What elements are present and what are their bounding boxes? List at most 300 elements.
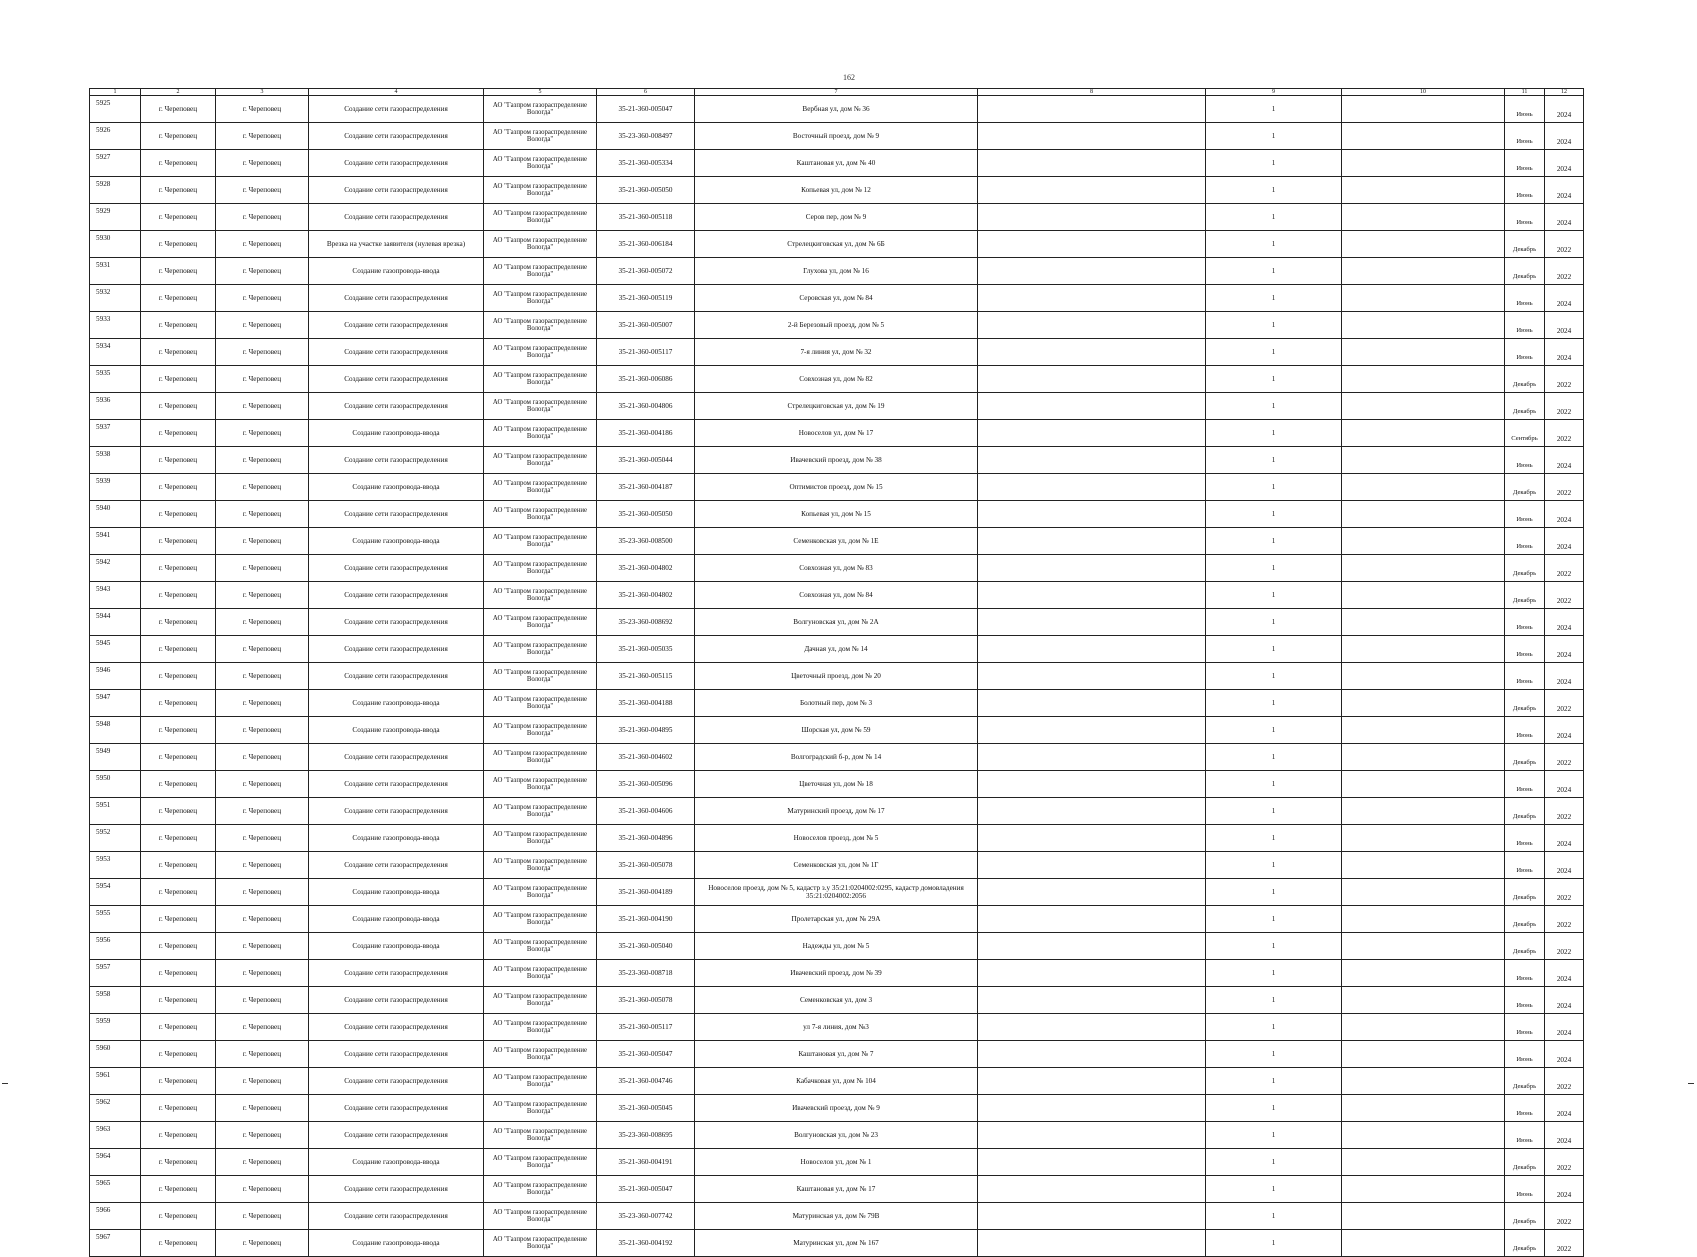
table-row: [90, 906, 1584, 933]
cell-address: Восточный проезд, дом № 9: [695, 123, 978, 150]
cell-organization: АО "Газпром газораспределение Вологда": [484, 555, 597, 582]
cell-year: 2022: [1545, 1149, 1584, 1176]
cell-note: [978, 528, 1206, 555]
cell-row-number: 5936: [90, 393, 141, 420]
cell-extra: [1342, 285, 1505, 312]
cell-organization: АО "Газпром газораспределение Вологда": [484, 609, 597, 636]
cell-address: Цветочный проезд, дом № 20: [695, 663, 978, 690]
cell-address: Матуринская ул, дом № 167: [695, 1230, 978, 1257]
table-row: [90, 393, 1584, 420]
cell-address: Шорская ул, дом № 59: [695, 717, 978, 744]
cell-municipality: г. Череповец: [141, 258, 216, 285]
cell-extra: [1342, 204, 1505, 231]
table-row: [90, 690, 1584, 717]
cell-address: Каштановая ул, дом № 17: [695, 1176, 978, 1203]
cell-row-number: 5929: [90, 204, 141, 231]
cell-address: Оптимистов проезд, дом № 15: [695, 474, 978, 501]
cell-row-number: 5950: [90, 771, 141, 798]
cell-address: Новоселов проезд, дом № 5: [695, 825, 978, 852]
table-row: [90, 204, 1584, 231]
cell-work-type: Создание сети газораспределения: [309, 960, 484, 987]
cell-address: Ивачевский проезд, дом № 38: [695, 447, 978, 474]
cell-quantity: 1: [1206, 150, 1342, 177]
cell-extra: [1342, 690, 1505, 717]
cell-settlement: г. Череповец: [216, 366, 309, 393]
cell-extra: [1342, 879, 1505, 906]
cell-quantity: 1: [1206, 1176, 1342, 1203]
cell-address: Стрелецкиговская ул, дом № 6Б: [695, 231, 978, 258]
cell-month: Декабрь: [1505, 690, 1545, 717]
cell-year: 2024: [1545, 1041, 1584, 1068]
cell-municipality: г. Череповец: [141, 231, 216, 258]
cell-address: Семенковская ул, дом № 1Е: [695, 528, 978, 555]
cell-settlement: г. Череповец: [216, 960, 309, 987]
cell-note: [978, 501, 1206, 528]
cell-municipality: г. Череповец: [141, 663, 216, 690]
cell-month: Декабрь: [1505, 474, 1545, 501]
cell-organization: АО "Газпром газораспределение Вологда": [484, 744, 597, 771]
column-number-4: 4: [309, 89, 484, 96]
cell-month: Декабрь: [1505, 744, 1545, 771]
cell-year: 2022: [1545, 933, 1584, 960]
cell-work-type: Создание сети газораспределения: [309, 636, 484, 663]
cell-month: Июнь: [1505, 447, 1545, 474]
cell-work-type: Создание сети газораспределения: [309, 1041, 484, 1068]
table-row: [90, 879, 1584, 906]
cell-work-type: Создание сети газораспределения: [309, 123, 484, 150]
cell-municipality: г. Череповец: [141, 393, 216, 420]
cell-month: Июнь: [1505, 1176, 1545, 1203]
cell-month: Июнь: [1505, 339, 1545, 366]
table-row: [90, 312, 1584, 339]
cell-quantity: 1: [1206, 312, 1342, 339]
cell-object-code: 35-21-360-004802: [597, 555, 695, 582]
cell-settlement: г. Череповец: [216, 744, 309, 771]
cell-year: 2024: [1545, 528, 1584, 555]
cell-work-type: Создание сети газораспределения: [309, 609, 484, 636]
cell-municipality: г. Череповец: [141, 987, 216, 1014]
cell-object-code: 35-21-360-005078: [597, 987, 695, 1014]
cell-quantity: 1: [1206, 501, 1342, 528]
cell-settlement: г. Череповец: [216, 474, 309, 501]
cell-settlement: г. Череповец: [216, 123, 309, 150]
cell-address: Цветочная ул, дом № 18: [695, 771, 978, 798]
cell-note: [978, 231, 1206, 258]
cell-municipality: г. Череповец: [141, 771, 216, 798]
cell-note: [978, 150, 1206, 177]
cell-row-number: 5967: [90, 1230, 141, 1257]
cell-object-code: 35-21-360-005096: [597, 771, 695, 798]
cell-quantity: 1: [1206, 447, 1342, 474]
column-number-5: 5: [484, 89, 597, 96]
cell-work-type: Создание газопровода-ввода: [309, 420, 484, 447]
cell-organization: АО "Газпром газораспределение Вологда": [484, 933, 597, 960]
cell-row-number: 5960: [90, 1041, 141, 1068]
cell-note: [978, 393, 1206, 420]
cell-work-type: Создание сети газораспределения: [309, 96, 484, 123]
cell-settlement: г. Череповец: [216, 933, 309, 960]
cell-settlement: г. Череповец: [216, 1203, 309, 1230]
cell-object-code: 35-23-360-008692: [597, 609, 695, 636]
cell-address: Серовская ул, дом № 84: [695, 285, 978, 312]
cell-year: 2022: [1545, 906, 1584, 933]
cell-year: 2024: [1545, 123, 1584, 150]
column-number-1: 1: [90, 89, 141, 96]
cell-note: [978, 258, 1206, 285]
cell-quantity: 1: [1206, 339, 1342, 366]
cell-note: [978, 825, 1206, 852]
cell-note: [978, 798, 1206, 825]
cell-organization: АО "Газпром газораспределение Вологда": [484, 798, 597, 825]
table-row: [90, 447, 1584, 474]
cell-note: [978, 771, 1206, 798]
cell-municipality: г. Череповец: [141, 528, 216, 555]
cell-municipality: г. Череповец: [141, 1176, 216, 1203]
cell-organization: АО "Газпром газораспределение Вологда": [484, 1149, 597, 1176]
cell-extra: [1342, 258, 1505, 285]
cell-month: Декабрь: [1505, 555, 1545, 582]
cell-work-type: Создание сети газораспределения: [309, 744, 484, 771]
table-row: [90, 744, 1584, 771]
cell-year: 2024: [1545, 987, 1584, 1014]
cell-extra: [1342, 447, 1505, 474]
cell-settlement: г. Череповец: [216, 798, 309, 825]
cell-extra: [1342, 771, 1505, 798]
cell-organization: АО "Газпром газораспределение Вологда": [484, 636, 597, 663]
cell-organization: АО "Газпром газораспределение Вологда": [484, 582, 597, 609]
cell-quantity: 1: [1206, 1122, 1342, 1149]
cell-municipality: г. Череповец: [141, 798, 216, 825]
cell-quantity: 1: [1206, 744, 1342, 771]
table-row: [90, 1095, 1584, 1122]
cell-address: Стрелецкиговская ул, дом № 19: [695, 393, 978, 420]
cell-object-code: 35-21-360-006184: [597, 231, 695, 258]
cell-organization: АО "Газпром газораспределение Вологда": [484, 501, 597, 528]
cell-settlement: г. Череповец: [216, 285, 309, 312]
cell-quantity: 1: [1206, 258, 1342, 285]
cell-note: [978, 663, 1206, 690]
cell-object-code: 35-21-360-006086: [597, 366, 695, 393]
cell-settlement: г. Череповец: [216, 555, 309, 582]
cell-year: 2024: [1545, 339, 1584, 366]
cell-year: 2024: [1545, 501, 1584, 528]
cell-address: Серов пер, дом № 9: [695, 204, 978, 231]
cell-municipality: г. Череповец: [141, 1068, 216, 1095]
cell-note: [978, 717, 1206, 744]
cell-extra: [1342, 852, 1505, 879]
table-row: [90, 1041, 1584, 1068]
column-number-11: 11: [1505, 89, 1545, 96]
cell-month: Декабрь: [1505, 393, 1545, 420]
cell-organization: АО "Газпром газораспределение Вологда": [484, 447, 597, 474]
cell-extra: [1342, 366, 1505, 393]
cell-organization: АО "Газпром газораспределение Вологда": [484, 906, 597, 933]
cell-settlement: г. Череповец: [216, 1068, 309, 1095]
cell-note: [978, 96, 1206, 123]
cell-work-type: Создание сети газораспределения: [309, 150, 484, 177]
cell-municipality: г. Череповец: [141, 879, 216, 906]
cell-month: Июнь: [1505, 663, 1545, 690]
cell-settlement: г. Череповец: [216, 528, 309, 555]
cell-municipality: г. Череповец: [141, 1095, 216, 1122]
cell-month: Сентябрь: [1505, 420, 1545, 447]
cell-organization: АО "Газпром газораспределение Вологда": [484, 123, 597, 150]
cell-work-type: Создание газопровода-ввода: [309, 717, 484, 744]
table-row: [90, 96, 1584, 123]
table-body: [90, 96, 1584, 1257]
cell-organization: АО "Газпром газораспределение Вологда": [484, 717, 597, 744]
cell-settlement: г. Череповец: [216, 150, 309, 177]
cell-organization: АО "Газпром газораспределение Вологда": [484, 987, 597, 1014]
cell-year: 2024: [1545, 636, 1584, 663]
cell-month: Июнь: [1505, 528, 1545, 555]
cell-work-type: Создание газопровода-ввода: [309, 258, 484, 285]
cell-quantity: 1: [1206, 879, 1342, 906]
cell-quantity: 1: [1206, 96, 1342, 123]
cell-address: Копьевая ул, дом № 15: [695, 501, 978, 528]
cell-organization: АО "Газпром газораспределение Вологда": [484, 852, 597, 879]
cell-organization: АО "Газпром газораспределение Вологда": [484, 177, 597, 204]
cell-object-code: 35-21-360-005117: [597, 1014, 695, 1041]
cell-work-type: Создание сети газораспределения: [309, 285, 484, 312]
cell-settlement: г. Череповец: [216, 906, 309, 933]
cell-row-number: 5943: [90, 582, 141, 609]
cell-settlement: г. Череповец: [216, 420, 309, 447]
cell-quantity: 1: [1206, 1041, 1342, 1068]
cell-work-type: Создание сети газораспределения: [309, 339, 484, 366]
cell-month: Июнь: [1505, 285, 1545, 312]
cell-year: 2022: [1545, 366, 1584, 393]
cell-address: Новоселов ул, дом № 1: [695, 1149, 978, 1176]
cell-object-code: 35-23-360-008500: [597, 528, 695, 555]
cell-settlement: г. Череповец: [216, 501, 309, 528]
cell-settlement: г. Череповец: [216, 717, 309, 744]
cell-work-type: Создание газопровода-ввода: [309, 474, 484, 501]
cell-organization: АО "Газпром газораспределение Вологда": [484, 96, 597, 123]
cell-extra: [1342, 123, 1505, 150]
cell-work-type: Создание сети газораспределения: [309, 555, 484, 582]
cell-extra: [1342, 987, 1505, 1014]
cell-year: 2024: [1545, 1014, 1584, 1041]
right-margin-mark: [1688, 1083, 1694, 1084]
cell-extra: [1342, 717, 1505, 744]
table-row: [90, 474, 1584, 501]
cell-quantity: 1: [1206, 1230, 1342, 1257]
cell-extra: [1342, 744, 1505, 771]
cell-municipality: г. Череповец: [141, 1149, 216, 1176]
cell-extra: [1342, 231, 1505, 258]
cell-year: 2024: [1545, 1176, 1584, 1203]
cell-work-type: Создание газопровода-ввода: [309, 933, 484, 960]
cell-work-type: Создание сети газораспределения: [309, 987, 484, 1014]
cell-year: 2024: [1545, 609, 1584, 636]
cell-settlement: г. Череповец: [216, 582, 309, 609]
cell-extra: [1342, 1176, 1505, 1203]
cell-extra: [1342, 1122, 1505, 1149]
cell-municipality: г. Череповец: [141, 1122, 216, 1149]
cell-year: 2024: [1545, 717, 1584, 744]
table-row: [90, 285, 1584, 312]
cell-organization: АО "Газпром газораспределение Вологда": [484, 960, 597, 987]
cell-extra: [1342, 339, 1505, 366]
cell-quantity: 1: [1206, 717, 1342, 744]
cell-month: Июнь: [1505, 1041, 1545, 1068]
cell-object-code: 35-21-360-005078: [597, 852, 695, 879]
cell-address: Совхозная ул, дом № 84: [695, 582, 978, 609]
cell-settlement: г. Череповец: [216, 1041, 309, 1068]
cell-month: Декабрь: [1505, 798, 1545, 825]
cell-address: Новоселов ул, дом № 17: [695, 420, 978, 447]
cell-month: Декабрь: [1505, 231, 1545, 258]
cell-extra: [1342, 663, 1505, 690]
column-number-12: 12: [1545, 89, 1584, 96]
cell-row-number: 5938: [90, 447, 141, 474]
cell-address: Каштановая ул, дом № 7: [695, 1041, 978, 1068]
table-row: [90, 987, 1584, 1014]
cell-month: Июнь: [1505, 771, 1545, 798]
cell-address: 2-й Березовый проезд, дом № 5: [695, 312, 978, 339]
cell-month: Декабрь: [1505, 258, 1545, 285]
cell-municipality: г. Череповец: [141, 690, 216, 717]
table-row: [90, 258, 1584, 285]
cell-address: ул 7-я линия, дом №3: [695, 1014, 978, 1041]
cell-extra: [1342, 528, 1505, 555]
cell-object-code: 35-21-360-004746: [597, 1068, 695, 1095]
cell-note: [978, 555, 1206, 582]
cell-quantity: 1: [1206, 231, 1342, 258]
cell-month: Июнь: [1505, 150, 1545, 177]
cell-organization: АО "Газпром газораспределение Вологда": [484, 1122, 597, 1149]
table-row: [90, 366, 1584, 393]
cell-extra: [1342, 960, 1505, 987]
cell-work-type: Создание газопровода-ввода: [309, 1230, 484, 1257]
cell-year: 2022: [1545, 420, 1584, 447]
cell-month: Июнь: [1505, 123, 1545, 150]
table-row: [90, 960, 1584, 987]
cell-note: [978, 1041, 1206, 1068]
cell-quantity: 1: [1206, 771, 1342, 798]
table-row: [90, 609, 1584, 636]
cell-extra: [1342, 1068, 1505, 1095]
cell-row-number: 5927: [90, 150, 141, 177]
cell-month: Июнь: [1505, 717, 1545, 744]
cell-settlement: г. Череповец: [216, 312, 309, 339]
cell-note: [978, 285, 1206, 312]
cell-row-number: 5941: [90, 528, 141, 555]
cell-row-number: 5958: [90, 987, 141, 1014]
cell-year: 2022: [1545, 1203, 1584, 1230]
cell-settlement: г. Череповец: [216, 96, 309, 123]
cell-year: 2024: [1545, 177, 1584, 204]
cell-settlement: г. Череповец: [216, 771, 309, 798]
table-row: [90, 123, 1584, 150]
cell-settlement: г. Череповец: [216, 258, 309, 285]
cell-municipality: г. Череповец: [141, 96, 216, 123]
cell-year: 2022: [1545, 474, 1584, 501]
cell-quantity: 1: [1206, 663, 1342, 690]
cell-note: [978, 609, 1206, 636]
cell-row-number: 5933: [90, 312, 141, 339]
cell-work-type: Создание газопровода-ввода: [309, 528, 484, 555]
cell-extra: [1342, 1095, 1505, 1122]
cell-row-number: 5963: [90, 1122, 141, 1149]
cell-address: Вербная ул, дом № 36: [695, 96, 978, 123]
cell-note: [978, 1068, 1206, 1095]
cell-municipality: г. Череповец: [141, 1014, 216, 1041]
table-row: [90, 663, 1584, 690]
cell-object-code: 35-21-360-005117: [597, 339, 695, 366]
cell-note: [978, 582, 1206, 609]
cell-row-number: 5944: [90, 609, 141, 636]
cell-quantity: 1: [1206, 690, 1342, 717]
cell-note: [978, 366, 1206, 393]
cell-extra: [1342, 609, 1505, 636]
cell-settlement: г. Череповец: [216, 1014, 309, 1041]
cell-object-code: 35-23-360-008497: [597, 123, 695, 150]
cell-extra: [1342, 1230, 1505, 1257]
cell-extra: [1342, 555, 1505, 582]
cell-month: Июнь: [1505, 960, 1545, 987]
cell-note: [978, 987, 1206, 1014]
cell-quantity: 1: [1206, 609, 1342, 636]
left-margin-mark: [2, 1083, 8, 1084]
cell-note: [978, 474, 1206, 501]
cell-address: Волгуновская ул, дом № 2А: [695, 609, 978, 636]
cell-work-type: Создание сети газораспределения: [309, 1068, 484, 1095]
table-row: [90, 933, 1584, 960]
cell-settlement: г. Череповец: [216, 636, 309, 663]
cell-year: 2024: [1545, 1122, 1584, 1149]
cell-object-code: 35-21-360-004802: [597, 582, 695, 609]
table-row: [90, 177, 1584, 204]
cell-object-code: 35-21-360-005044: [597, 447, 695, 474]
cell-settlement: г. Череповец: [216, 663, 309, 690]
cell-month: Декабрь: [1505, 1068, 1545, 1095]
column-number-8: 8: [978, 89, 1206, 96]
cell-note: [978, 447, 1206, 474]
cell-organization: АО "Газпром газораспределение Вологда": [484, 258, 597, 285]
cell-month: Июнь: [1505, 825, 1545, 852]
cell-extra: [1342, 582, 1505, 609]
cell-address: 7-я линия ул, дом № 32: [695, 339, 978, 366]
cell-municipality: г. Череповец: [141, 501, 216, 528]
cell-address: Волгуновская ул, дом № 23: [695, 1122, 978, 1149]
cell-object-code: 35-21-360-005047: [597, 96, 695, 123]
cell-work-type: Врезка на участке заявителя (нулевая врезка): [309, 231, 484, 258]
cell-note: [978, 1203, 1206, 1230]
column-number-row: [90, 89, 1584, 96]
cell-month: Июнь: [1505, 987, 1545, 1014]
cell-month: Декабрь: [1505, 933, 1545, 960]
cell-note: [978, 744, 1206, 771]
cell-organization: АО "Газпром газораспределение Вологда": [484, 150, 597, 177]
cell-work-type: Создание газопровода-ввода: [309, 690, 484, 717]
cell-organization: АО "Газпром газораспределение Вологда": [484, 1041, 597, 1068]
table-row: [90, 1149, 1584, 1176]
cell-row-number: 5948: [90, 717, 141, 744]
cell-object-code: 35-23-360-008718: [597, 960, 695, 987]
cell-row-number: 5962: [90, 1095, 141, 1122]
cell-row-number: 5956: [90, 933, 141, 960]
cell-organization: АО "Газпром газораспределение Вологда": [484, 771, 597, 798]
cell-note: [978, 960, 1206, 987]
cell-quantity: 1: [1206, 1014, 1342, 1041]
cell-work-type: Создание сети газораспределения: [309, 798, 484, 825]
table-row: [90, 1068, 1584, 1095]
cell-organization: АО "Газпром газораспределение Вологда": [484, 825, 597, 852]
cell-address: Семенковская ул, дом 3: [695, 987, 978, 1014]
cell-municipality: г. Череповец: [141, 474, 216, 501]
